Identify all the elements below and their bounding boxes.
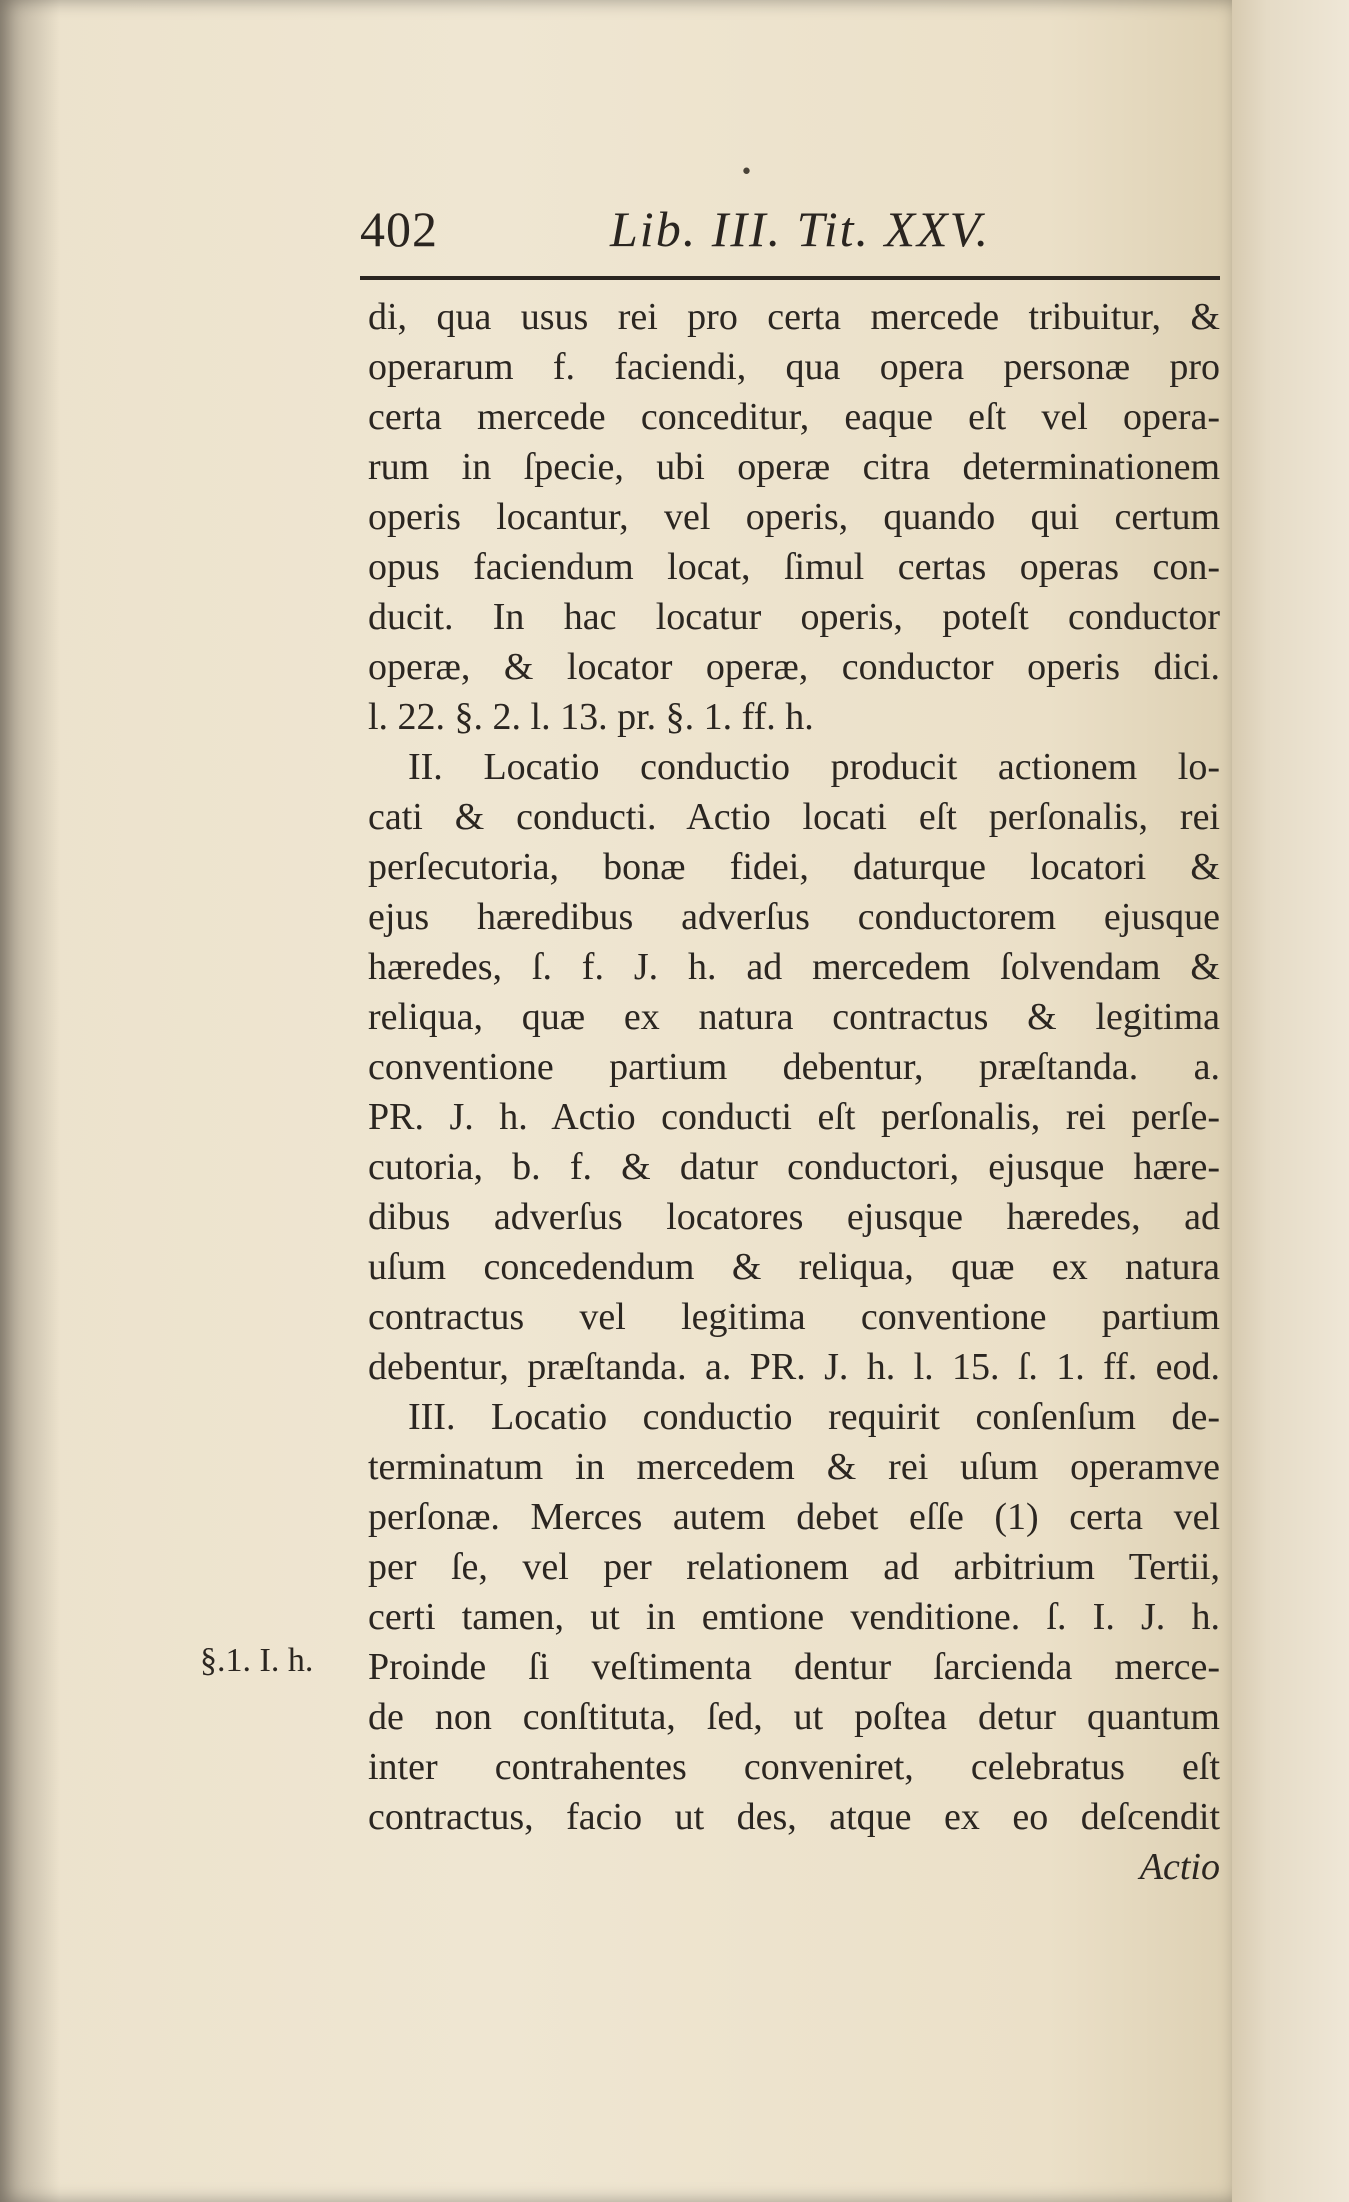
text-line: per ſe, vel per relationem ad arbitrium Tertii, (368, 1546, 1220, 1588)
text-line: perſecutoria, bonæ fidei, daturque locatori & (368, 846, 1220, 888)
text-line: contractus, facio ut des, atque ex eo deſcendit (368, 1796, 1220, 1838)
text-line: operarum f. faciendi, qua opera personæ pro (368, 346, 1220, 388)
text-line: opus faciendum locat, ſimul certas operas con- (368, 546, 1220, 588)
text-line: cati & conducti. Actio locati eſt perſonalis, rei (368, 796, 1220, 838)
text-line: debentur, præſtanda. a. PR. J. h. l. 15. ſ. 1. ff. eod. (368, 1346, 1220, 1388)
running-title: Lib. III. Tit. XXV. (610, 201, 991, 257)
text-line: II. Locatio conductio producit actionem lo- (408, 746, 1220, 788)
text-line: Proinde ſi veſtimenta dentur ſarcienda merce- (368, 1646, 1220, 1688)
text-line: l. 22. §. 2. l. 13. pr. §. 1. ff. h. (368, 696, 814, 738)
text-line: operæ, & locator operæ, conductor operis dici. (368, 646, 1220, 688)
text-line: certi tamen, ut in emtione venditione. ſ. I. J. h. (368, 1596, 1220, 1638)
text-line: inter contrahentes conveniret, celebratus eſt (368, 1746, 1220, 1788)
text-line: ducit. In hac locatur operis, poteſt conductor (368, 596, 1220, 638)
page-number: 402 (360, 201, 438, 257)
text-line: III. Locatio conductio requirit conſenſum de- (408, 1396, 1220, 1438)
text-line: certa mercede conceditur, eaque eſt vel opera- (368, 396, 1220, 438)
page-header (360, 200, 1220, 260)
text-line: terminatum in mercedem & rei uſum operamve (368, 1446, 1220, 1488)
text-line: de non conſtituta, ſed, ut poſtea detur quantum (368, 1696, 1220, 1738)
text-line: conventione partium debentur, præſtanda. a. (368, 1046, 1220, 1088)
text-line: uſum concedendum & reliqua, quæ ex natura (368, 1246, 1220, 1288)
text-line: rum in ſpecie, ubi operæ citra determinationem (368, 446, 1220, 488)
catchword: Actio (1139, 1846, 1220, 1888)
text-line: dibus adverſus locatores ejusque hæredes, ad (368, 1196, 1220, 1238)
header-rule (360, 276, 1220, 280)
text-line: ejus hæredibus adverſus conductorem ejusque (368, 896, 1220, 938)
spine-shadow (0, 0, 60, 2202)
ink-speck: • (740, 160, 753, 185)
text-line: cutoria, b. f. & datur conductori, ejusque hære- (368, 1146, 1220, 1188)
text-line: contractus vel legitima conventione partium (368, 1296, 1220, 1338)
text-line: reliqua, quæ ex natura contractus & legitima (368, 996, 1220, 1038)
text-line: operis locantur, vel operis, quando qui certum (368, 496, 1220, 538)
margin-note: §.1. I. h. (200, 1642, 314, 1679)
text-line: PR. J. h. Actio conducti eſt perſonalis, rei perſe- (368, 1096, 1220, 1138)
body-text (368, 292, 1220, 1892)
page-edge (1232, 0, 1349, 2202)
text-line: di, qua usus rei pro certa mercede tribuitur, & (368, 296, 1220, 338)
text-line: perſonæ. Merces autem debet eſſe (1) certa vel (368, 1496, 1220, 1538)
text-line: hæredes, ſ. f. J. h. ad mercedem ſolvendam & (368, 946, 1220, 988)
